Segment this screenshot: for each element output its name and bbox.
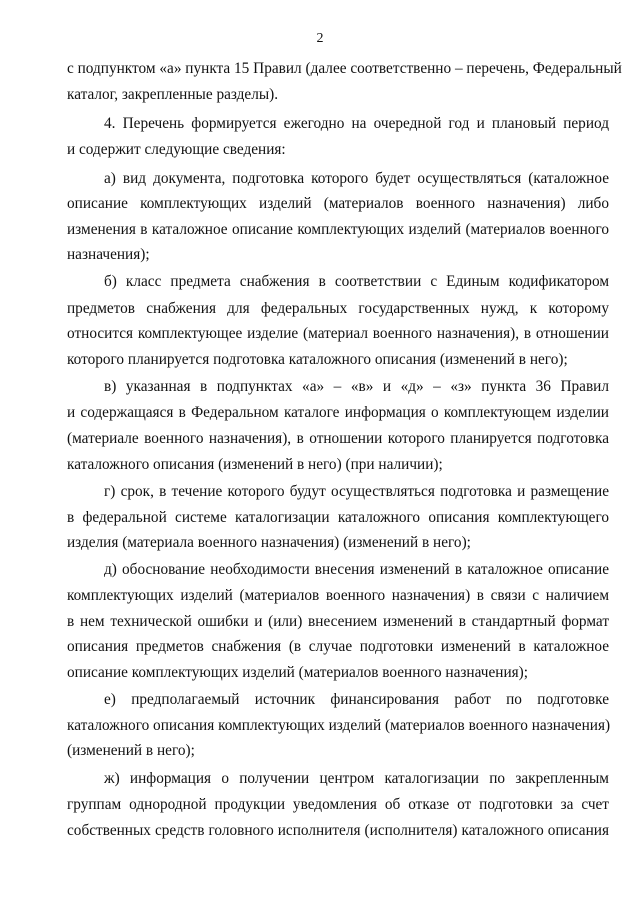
text-line: каталожного описания комплектующих изделий (материалов военного назначения) — [67, 717, 611, 734]
text-line: описания предметов снабжения (в случае подготовки изменений в каталожное — [67, 638, 609, 655]
text-line: в федеральной системе каталогизации каталожного описания комплектующего — [67, 509, 609, 526]
text-line: (материале военного назначения), в отношении которого планируется подготовка — [67, 430, 609, 447]
paragraph-first-line: б) класс предмета снабжения в соответствии с Единым кодификатором — [104, 273, 609, 290]
text-line: собственных средств головного исполнителя (исполнителя) каталожного описания — [67, 822, 609, 839]
text-line: и содержит следующие сведения: — [67, 141, 286, 158]
text-line: изделия (материала военного назначения) (изменений в него); — [67, 534, 471, 551]
paragraph-first-line: в) указанная в подпунктах «а» – «в» и «д» – «з» пункта 36 Правил — [104, 378, 609, 395]
text-line: группам однородной продукции уведомления об отказе от подготовки за счет — [67, 796, 609, 813]
text-line: каталожного описания (изменений в него) (при наличии); — [67, 456, 443, 473]
text-line: описание комплектующих изделий (материалов военного назначения) либо — [67, 195, 609, 212]
text-line: (изменений в него); — [67, 742, 195, 759]
text-line: и содержащаяся в Федеральном каталоге информация о комплектующем изделии — [67, 404, 609, 421]
paragraph-first-line: 4. Перечень формируется ежегодно на очередной год и плановый период — [104, 115, 609, 132]
text-line: назначения); — [67, 246, 150, 263]
text-line: с подпунктом «а» пункта 15 Правил (далее соответственно – перечень, Федеральный — [67, 60, 622, 77]
text-line: изменения в каталожное описание комплектующих изделий (материалов военного — [67, 221, 609, 238]
paragraph-first-line: г) срок, в течение которого будут осуществляться подготовка и размещение — [104, 483, 609, 500]
paragraph-first-line: ж) информация о получении центром каталогизации по закрепленным — [104, 770, 609, 787]
paragraph-first-line: д) обоснование необходимости внесения изменений в каталожное описание — [104, 561, 609, 578]
paragraph-first-line: а) вид документа, подготовка которого будет осуществляться (каталожное — [104, 170, 609, 187]
text-line: комплектующих изделий (материалов военного назначения) в связи с наличием — [67, 587, 609, 604]
text-line: относится комплектующее изделие (материал военного назначения), в отношении — [67, 325, 609, 342]
text-line: описание комплектующих изделий (материалов военного назначения); — [67, 664, 529, 681]
page-number: 2 — [316, 31, 324, 46]
paragraph-first-line: е) предполагаемый источник финансирования работ по подготовке — [104, 691, 609, 708]
text-line: в нем технической ошибки и (или) внесением изменений в стандартный формат — [67, 613, 609, 630]
text-line: каталог, закрепленные разделы). — [67, 86, 279, 103]
text-line: предметов снабжения для федеральных государственных нужд, к которому — [67, 300, 609, 317]
text-line: которого планируется подготовка каталожного описания (изменений в него); — [67, 351, 568, 368]
